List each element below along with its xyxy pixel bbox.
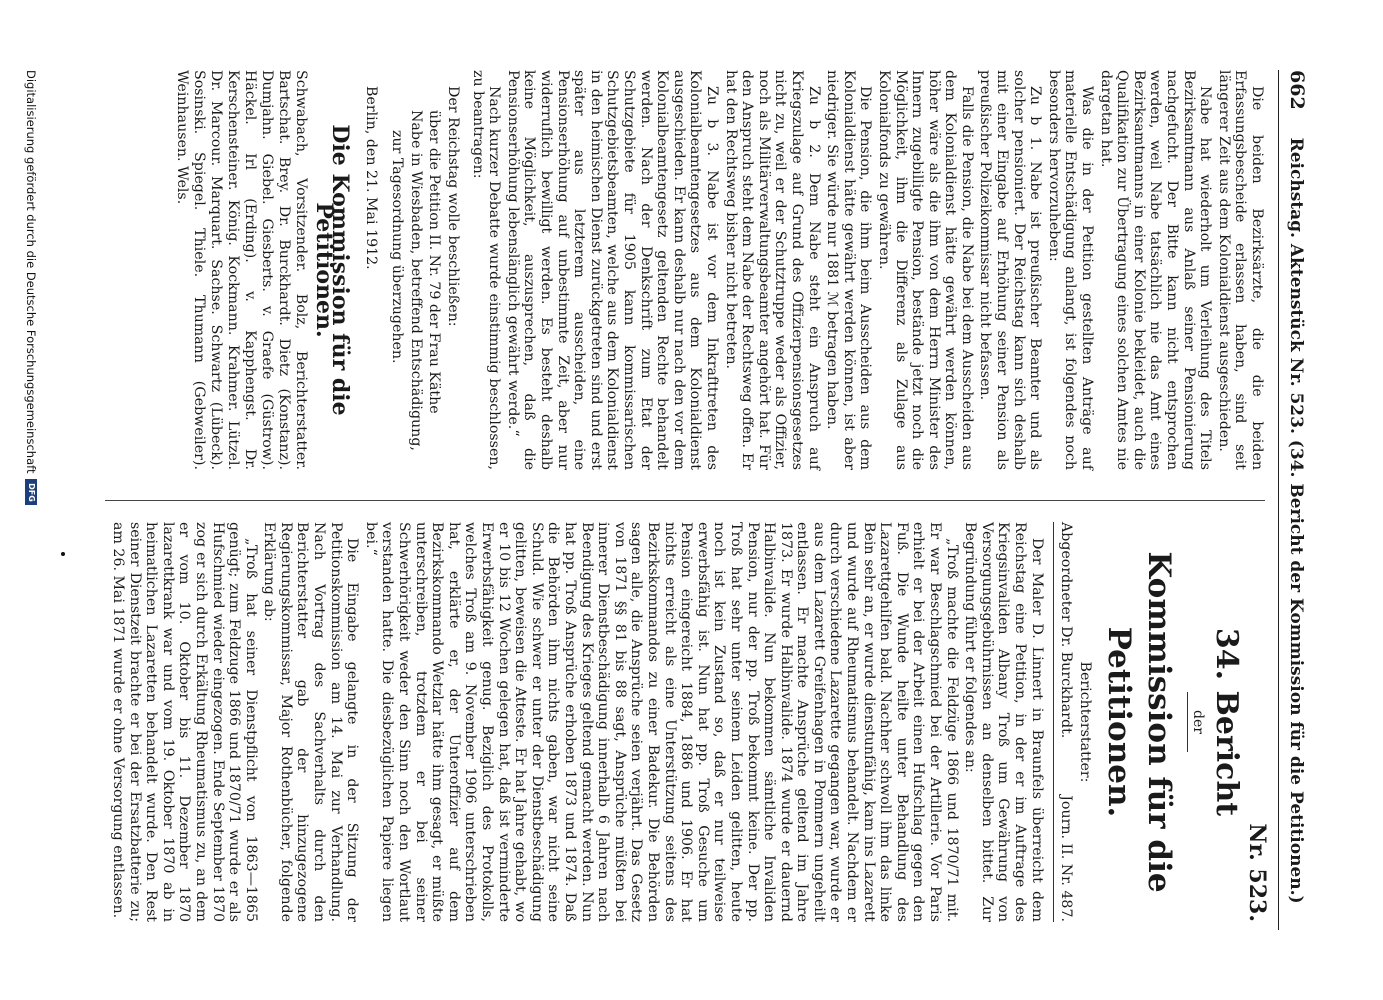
resolution-line: zur Tagesordnung überzugehen. <box>389 130 406 364</box>
running-title: Reichstag. Aktenstück Nr. 523. (34. Bericht der Kommission für die Petitionen.) <box>1286 137 1306 904</box>
left-paragraph: Die beiden Bezirksärzte, die die beiden Erfassungsbescheide erlassen haben, sind seit längerer Zeit aus dem Kolonialdienst ausgeschieden. <box>1215 70 1265 470</box>
left-paragraph: Zu b 1. Nabe ist preußischer Beamter und als solcher pensioniert. Der Reichstag kann sich deshalb mit einer Eingabe auf Erhöhung seiner Pension als preußischer Polizeikommissar nicht befassen. <box>977 70 1044 470</box>
commission-title: Kommission für die Petitionen. <box>1100 551 1177 893</box>
right-column <box>105 522 1270 922</box>
journal-number: Journ. II. Nr. 487. <box>1058 795 1075 922</box>
right-paragraph: Die Eingabe gelangte in der Sitzung der Petitionskommission am 14. Mai zur Verhandlung. Nach Vortrag des Sachverhalts durch den Berichterstatter gab der hinzugezogene Regierungskommissar, Major Rothenbücher, folgende Erklärung ab: <box>261 522 361 922</box>
column-divider <box>105 500 1265 501</box>
dateline: Berlin, den 21. Mai 1912. <box>362 86 379 270</box>
berichterstatter-row <box>1053 522 1075 922</box>
credit-text: Digitalisierung gefördert durch die Deutsche Forschungsgemeinschaft <box>24 70 38 474</box>
left-paragraph: Nach kurzer Debatte wurde einstimmig beschlossen, zu beantragen: <box>469 70 503 470</box>
commission-signature-title: Die Kommission für die Petitionen. <box>310 124 354 416</box>
left-paragraph: Falls die Pension, die Nabe bei dem Ausscheiden aus dem Kolonialdienst hätte gewährt werden können, höher wäre als die ihm von dem Herrn Minister des Innern zugebilligte Pension, bestände jetzt noch die Möglichkeit, ihm die Differenz als Zulage aus Kolonialfonds zu gewähren. <box>875 70 975 470</box>
document-number: Nr. 523. <box>1244 823 1270 922</box>
right-paragraph: „Troß hat seiner Dienstpflicht von 1863—1865 genügt; zum Feldzuge 1866 und 1870/71 wurde er als Hufschmied wieder eingezogen. Ende September 1870 zog er sich durch Erkältung Rheumatismus zu, an dem er vom 10. Oktober bis 11. Dezember 1870 lazarettkrank war und vom 19. Oktober 1870 ab in heimatlichen Lazaretten behandelt wurde. Den Rest seiner Dienstzeit brachte er bei der Ersatzbatterie zu; am 26. Mai 1871 wurde er ohne Versorgung entlassen. <box>109 522 259 922</box>
commission-members: Schwabach, Vorsitzender. Bolz, Berichterstatter. Bartschat. Brey. Dr. Burckhardt. Dietz (Konstanz). Dumjahn. Giebel. Giesberts. v. Graefe (Güstrow). Häckel. Irl (Erding). v. Kapphengst. Dr. Kerschensteiner. König. Kockmann. Krahmer. Lützel. Dr. Marcour. Marquart. Sachse. Schwartz (Lübeck). Sosinski. Spiegel. Thiele. Thumann (Gebweiler). Weinhausen. Wels. <box>173 70 309 470</box>
left-paragraph: Zu b 2. Dem Nabe steht ein Anspruch auf Kriegszulage auf Grund des Offizierpensionsgesetzes nicht zu, weil er der Schutztruppe weder als Offizier, noch als Militärverwaltungsbeamter angehört hat. Für den Anspruch steht dem Nabe der Rechtsweg offen. Er hat den Rechtsweg bisher nicht betreten. <box>722 70 822 470</box>
berichterstatter-name: Abgeordneter Dr. Burckhardt. <box>1058 522 1075 739</box>
left-paragraph: Zu b 3. Nabe ist vor dem Inkrafttreten des Kolonialbeamtengesetzes aus dem Kolonialdienst ausgeschieden. Er kann deshalb nur nach den vor dem Kolonialbeamtengesetz geltenden Rechte behandelt werden. Nach der Denkschrift zum Etat der Schutzgebiete für 1905 kann kommissarischen Schutzgebietsbeamten, welche aus dem Kolonialdienst in den heimischen Dienst zurückgetreten sind und erst später aus letzterem ausscheiden, eine Pensionserhöhung auf unbestimmte Zeit, aber nur widerruflich bewilligt werden. Es besteht deshalb keine Möglichkeit, auszusprechen, daß die Pensionserhöhung lebenslänglich gewährt werde.“ <box>504 70 720 470</box>
left-paragraph: Nabe hat wiederholt um Verleihung des Titels Bezirksamtmann aus Anlaß seiner Pensionierung nachgefucht. Der Bitte kann nicht entsprochen werden, weil Nabe tatsächlich nie das Amt eines Bezirksamtmanns in einer Kolonie bekleidet, auch die Qualifikation zur Übertragung eines solchen Amtes nie dargetan hat. <box>1097 70 1214 470</box>
resolution-intro: Der Reichstag wolle beschließen: <box>445 86 462 327</box>
left-paragraph: Die Pension, die ihm beim Ausscheiden aus dem Kolonialdienst hätte gewährt werden können, ist aber niedriger. Sie würde nur 1881 ℳ betragen haben. <box>824 70 874 470</box>
right-paragraph: Der Maler D. Linnert in Braunfels überreicht dem Reichstag eine Petition, in der er im Auftrage des Kriegsinvaliden Albany Troß um Gewährung von Versorgungsgebührnissen an denselben bittet. Zur Begründung führt er folgendes an: <box>962 522 1045 922</box>
scan-speck <box>61 552 65 556</box>
title-rule <box>1187 692 1188 752</box>
resolution-line: über die Petition II. Nr. 79 der Frau Käthe <box>426 110 443 414</box>
page-number: 662 <box>1286 70 1308 110</box>
report-title: 34. Bericht <box>1209 627 1245 817</box>
page-header <box>1278 70 1313 930</box>
dfg-logo: DFG <box>25 479 37 505</box>
left-column <box>105 70 1265 470</box>
left-paragraph: Was die in der Petition gestellten Anträge auf materielle Entschädigung anlangt, ist folgendes noch besonders hervorzuheben: <box>1045 70 1096 470</box>
resolution-line: Nabe in Wiesbaden, betreffend Entschädigung, <box>407 110 424 451</box>
report-title-der: der <box>1190 710 1207 734</box>
berichterstatter-label: Berichterstatter: <box>1076 661 1093 783</box>
right-paragraph: „Troß machte die Feldzüge 1866 und 1870/71 mit. Er war Beschlagschmied bei der Artillerie. Vor Paris erhielt er bei der Arbeit einen Hufschlag gegen den Fuß. Die Wunde heilte unter Behandlung des Lazarettgehilfen bald. Nachher schwoll ihm das linke Bein sehr an, er wurde dienstunfähig, kam ins Lazarett und wurde auf Rheumatismus behandelt. Nachdem er durch verschiedene Lazarette gegangen war, wurde er aus dem Lazarett Greifenhagen in Pommern ungeheilt entlassen. Er machte Ansprüche geltend im Jahre 1873. Er wurde Halbinvalide. 1874 wurde er dauernd Halbinvalide. Nun bekommen sämtliche Invaliden Pension, nur der pp. Troß bekommt keine. Der pp. Troß hat sehr unter seinem Leiden gelitten, heute noch ist kein Zustand so, daß er nur teilweise erwerbsfähig ist. Nun hat pp. Troß Gesuche um Pension eingereicht 1884, 1886 und 1906. Er hat nichts erreicht als eine Unterstützung seitens des Bezirkskommandos zu einer Badekur. Die Behörden sagen alle, die Ansprüche seien verjährt. Das Gesetz von 1871 §§ 81 bis 88 sagt, Ansprüche müßten bei innerer Dienstbeschädigung innerhalb 6 Jahren nach Beendigung des Krieges geltend gemacht werden. Nun hat pp. Troß Ansprüche erhoben 1873 und 1874. Daß die Behörden ihm nichts gaben, war nicht seine Schuld. Wie schwer er unter der Dienstbeschädigung gelitten, beweisen die Atteste. Er hat Jahre gehabt, wo er 10 bis 12 Wochen gelegen hat, daß ist verminderte Erwerbsfähigkeit genug. Beziglich des Protokolls, welches Troß am 9. November 1906 unterschrieben hat, erklärte er, der Unteroffizier auf dem Bezirkskommando Wetzlar hätte ihm gesagt, er müßte unterschreiben, trotzdem er bei seiner Schwerhörigkeit weder den Sinn noch den Wortlaut verstanden hatte. Die diesbezüglichen Papiere liegen bei.“ <box>362 522 960 922</box>
digitization-credit <box>19 70 43 970</box>
